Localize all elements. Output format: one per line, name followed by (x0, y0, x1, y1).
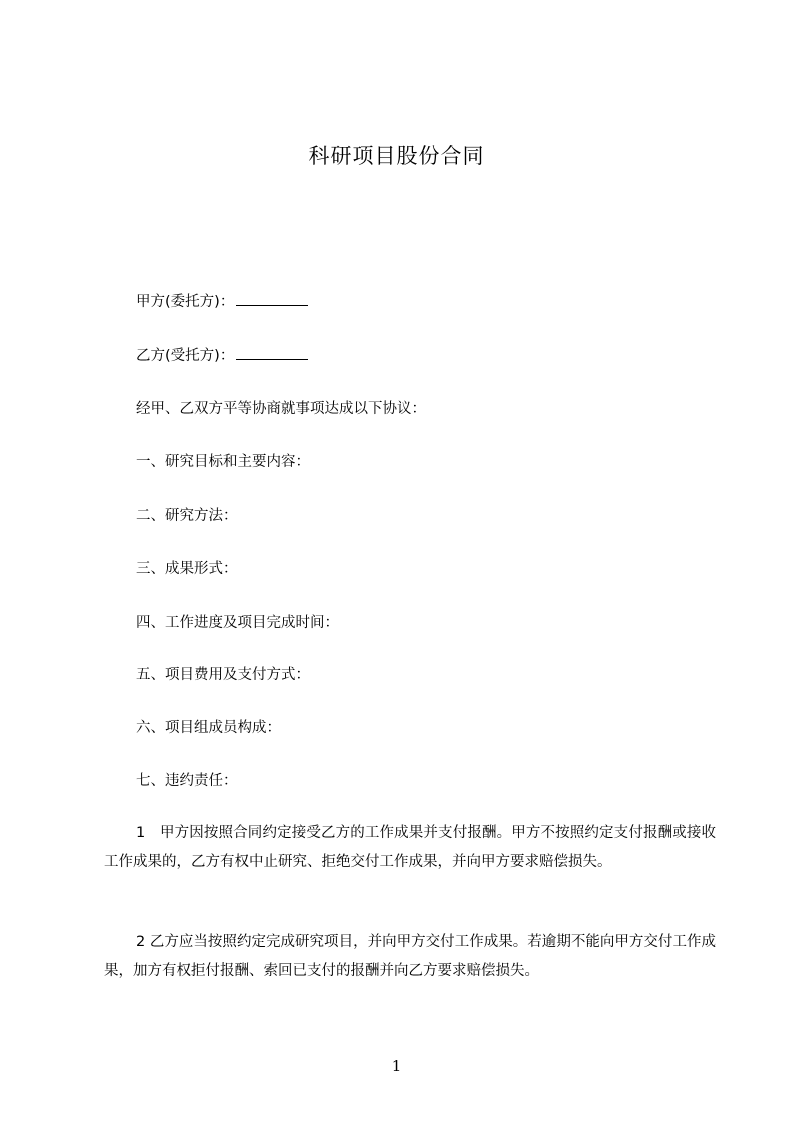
party-a-label: 甲方(委托方)： (136, 294, 235, 310)
intro-text: 经甲、乙双方平等协商就事项达成以下协议： (136, 401, 426, 417)
section-heading: 四、工作进度及项目完成时间： (136, 615, 339, 631)
section-heading: 七、违约责任： (136, 773, 238, 789)
party-a-line (136, 291, 308, 312)
page-number: 1 (391, 1057, 402, 1075)
section-heading: 五、项目费用及支付方式： (136, 667, 310, 683)
section-heading: 一、研究目标和主要内容： (136, 454, 310, 470)
party-b-blank (236, 345, 308, 360)
clause-paragraph: 1 甲方因按照合同约定接受乙方的工作成果并支付报酬。甲方不按照约定支付报酬或接收工作成果的，乙方有权中止研究、拒绝交付工作成果，并向甲方要求赔偿损失。 (104, 825, 716, 870)
section-heading: 二、研究方法： (136, 508, 238, 524)
party-b-line (136, 345, 308, 366)
section-heading: 六、项目组成员构成： (136, 720, 281, 736)
clause-paragraph: 2 乙方应当按照约定完成研究项目，并向甲方交付工作成果。若逾期不能向甲方交付工作成果，加方有权拒付报酬、索回已支付的报酬并向乙方要求赔偿损失。 (104, 934, 716, 979)
document-title: 科研项目股份合同 (308, 144, 485, 168)
section-heading: 三、成果形式： (136, 561, 238, 577)
party-a-blank (236, 291, 308, 306)
party-b-label: 乙方(受托方)： (136, 348, 235, 364)
